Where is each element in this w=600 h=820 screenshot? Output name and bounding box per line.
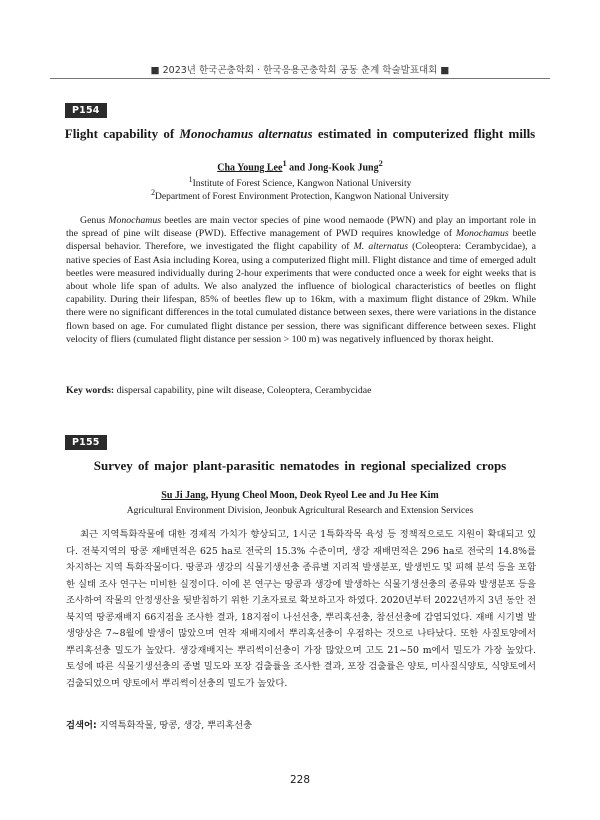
header-rule <box>50 78 550 79</box>
running-header: ■ 2023년 한국곤충학회 · 한국응용곤충학회 공동 춘계 학술발표대회 ■ <box>150 65 450 76</box>
keywords-label: Key words: <box>66 385 115 396</box>
keywords-label: 검색어: <box>66 720 97 731</box>
abs-seg: Genus <box>80 215 109 226</box>
p154-author1: Cha Young Lee <box>217 162 283 174</box>
p154-author1-sup: 1 <box>282 159 287 168</box>
p154-title-pre: Flight capability of <box>64 126 180 141</box>
p154-affil2-text: Department of Forest Environment Protection, Kangwon National University <box>155 192 449 203</box>
p154-title-post: estimated in computerized flight mills <box>312 126 536 141</box>
p154-affil1-sup: 1 <box>188 175 193 184</box>
p155-abstract: 최근 지역특화작물에 대한 경제적 가치가 향상되고, 1시군 1특화작목 육성 등 정책적으로도 지원이 확대되고 있다. 전북지역의 땅콩 재배면적은 625 ha로 전국의 15.3% 수준이며, 생강 재배면적은 296 ha로 전국의 14.8%를 차지하는 지역 특화작물이다. 땅콩과 생강의 식물기생선충 종류별 지리적 발생분포, 발생빈도 및 피해 분석 등을 포함한 실태 조사 연구는 미비한 실정이다. 이에 본 연구는 땅콩과 생강에 발생하는 식물기생선충의 종류와 발생분포 등을 조사하여 작물의 안정생산을 뒷받침하기 위한 기초자료로 확보하고자 하였다. 2020년부터 2022년까지 3년 동안 전북지역 땅콩재배지 66지점을 조사한 결과, 18지점이 나선선충, 뿌리혹선충, 참선선충에 감염되었다. 재배 시기별 발생양상은 7~8월에 발생이 많았으며 연작 재배지에서 뿌리혹선충이 우점하는 것으로 나타났다. 또한 사질토양에서 뿌리혹선충 밀도가 높았다. 생강재배지는 뿌리썩이선충이 가장 많았으며 고도 21~50 m에서 밀도가 가장 높았다. 토성에 따른 식물기생선충의 종별 밀도와 포장 검출률을 조사한 결과, 포장 검출률은 양토, 미사질식양토, 식양토에서 검출되었으며 양토에서 뿌리썩이선충의 밀도가 높았다. <box>66 529 536 689</box>
p154-title-italic: Monochamus alternatus <box>179 126 313 141</box>
abs-seg: beetle dispersal behavior. Therefore, we investigated the flight capability of <box>66 228 536 253</box>
p155-author1: Su Ji Jang <box>161 490 206 501</box>
p155-affiliation: Agricultural Environment Division, Jeonbuk Agricultural Research and Extension Services <box>126 506 474 516</box>
keywords-text: dispersal capability, pine wilt disease, Coleoptera, Cerambycidae <box>114 385 372 396</box>
p154-affiliation-2 <box>0 186 600 204</box>
abs-italic: M. alternatus <box>353 241 409 253</box>
p154-keywords <box>66 384 536 397</box>
abs-italic: Monochamus <box>455 228 509 240</box>
poster-tag-p155: P155 <box>65 435 107 450</box>
p154-authors <box>0 159 600 173</box>
p154-title <box>0 126 600 142</box>
abs-seg: beetles are main vector species of pine wood nemaode (PWN) and play an important role in the spread of pine wilt disease (PWD). Effective management of PWD requires knowledge of <box>66 215 536 240</box>
abs-seg: (Coleoptera: Cerambycidae), a native species of East Asia including Korea, using a computerized flight mill. Flight distance and time of emerged adult beetles were measured individually during 2-hour experiments that were conducted once a week for eight weeks that is about whole life span of adults. We also analyzed the influence of biological characteristics of beetles on flight capability. During their lifespan, 85% of beetles flew up to 16km, with a maximum flight distance of 29km. While there were no significant differences in the total cumulated distance between sexes, there were variations in the distance flown based on age. For cumulated flight distance per session, there was significant difference between sexes. Flight velocity of fliers (cumulated flight distance per session > 100 m) was negatively influenced by thorax height. <box>66 241 536 345</box>
p155-title: Survey of major plant-parasitic nematodes in regional specialized crops <box>93 458 507 473</box>
p154-author2-sup: 2 <box>378 159 383 168</box>
p154-abstract <box>66 214 536 346</box>
p155-author-rest: , Hyung Cheol Moon, Deok Ryeol Lee and Ju Hee Kim <box>205 490 439 501</box>
keywords-text: 지역특화작물, 땅콩, 생강, 뿌리혹선충 <box>96 720 253 731</box>
p154-affil2-sup: 2 <box>151 188 156 197</box>
p155-authors <box>0 490 600 501</box>
p155-keywords <box>66 717 536 731</box>
page-number: 228 <box>289 774 311 786</box>
p154-affil1-text: Institute of Forest Science, Kangwon National University <box>192 179 412 190</box>
abs-italic: Monochamus <box>108 215 162 226</box>
p154-author-mid: and Jong-Kook Jung <box>286 162 379 174</box>
poster-tag-p154: P154 <box>65 103 107 118</box>
